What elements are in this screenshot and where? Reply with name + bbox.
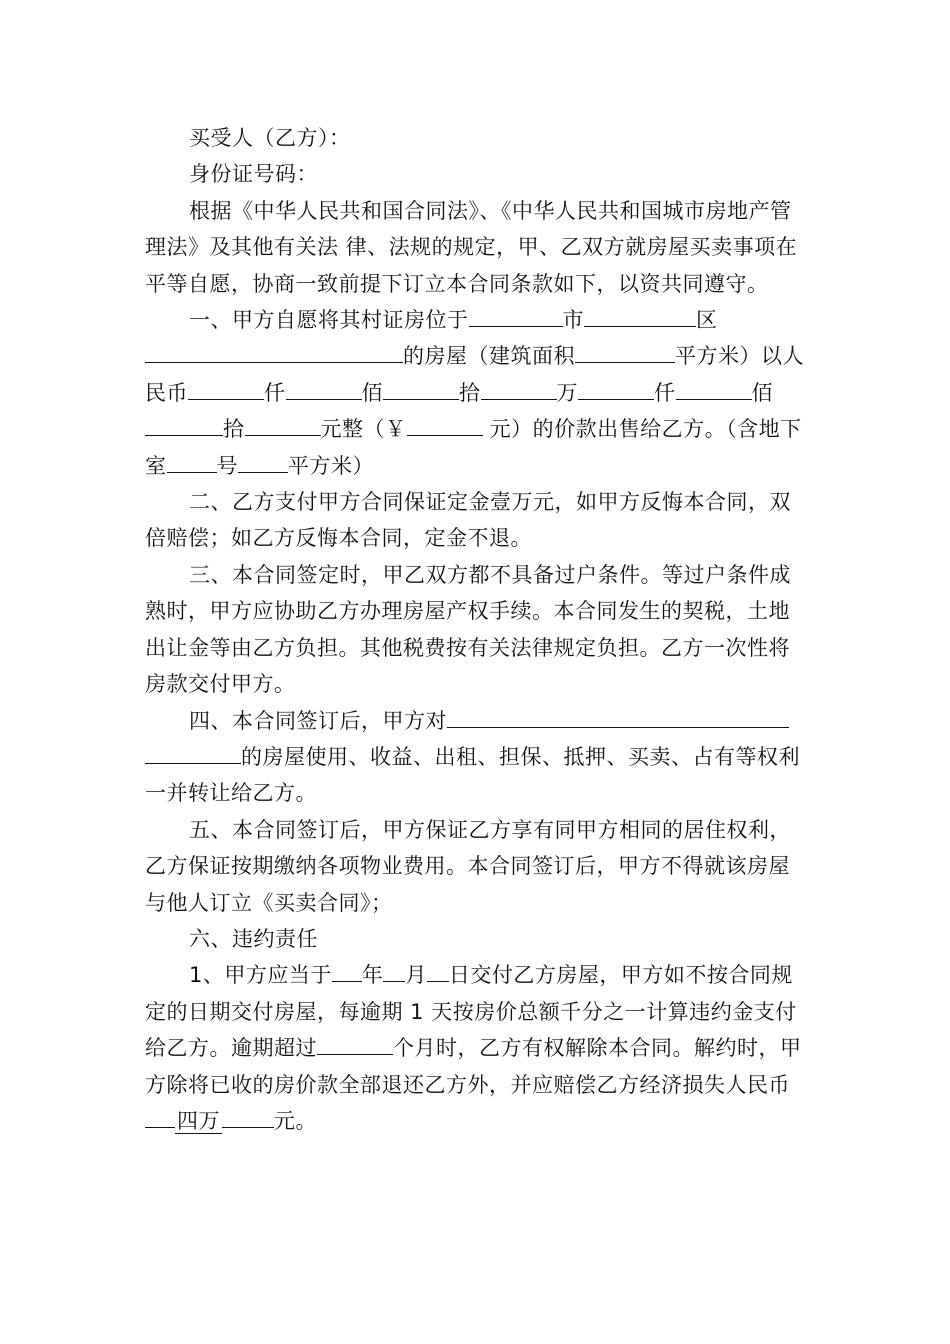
blank-compensation-pre[interactable] <box>145 1105 175 1128</box>
clause-1-house: 的房屋（建筑面积 <box>403 344 575 369</box>
clause-6-title: 六、违约责任 <box>189 926 318 951</box>
clause-1-bai: 佰 <box>361 380 383 405</box>
clause-4 <box>145 703 810 812</box>
blank-month[interactable] <box>383 959 405 982</box>
blank-city[interactable] <box>469 304 563 327</box>
clause-1-bai2: 佰 <box>751 380 773 405</box>
blank-compensation-post[interactable] <box>222 1105 274 1128</box>
clause-1-yuan: 元整（￥ <box>320 417 407 442</box>
blank-price-3[interactable] <box>383 377 459 400</box>
blank-price-8[interactable] <box>245 413 321 436</box>
clause-6-1-month: 月 <box>405 963 427 988</box>
blank-property-cont[interactable] <box>145 741 241 764</box>
clause-1-district: 区 <box>696 308 718 333</box>
blank-months[interactable] <box>317 1032 393 1055</box>
clause-6-1-months: 个月时，乙方有权解除本合同。解约时，甲方除将已收的房价款全部退还乙方外，并应赔偿乙方经济损失人民币 <box>145 1036 802 1097</box>
blank-price-7[interactable] <box>145 413 223 436</box>
clause-6-1-day: 日交付乙方房屋，甲方如不按合同规定的日期交付房屋，每逾期 1 天按房价总额千分之一计算违约金支付给乙方。逾期超过 <box>145 963 797 1061</box>
contract-page <box>145 120 810 1139</box>
clause-1-text-a: 一、甲方自愿将其村证房位于 <box>189 308 469 333</box>
clause-6-1-text-a: 1、甲方应当于 <box>189 963 332 988</box>
blank-price-5[interactable] <box>578 377 654 400</box>
clause-3: 三、本合同签定时，甲乙双方都不具备过户条件。等过户条件成熟时，甲方应协助乙方办理房屋产权手续。本合同发生的契税，土地出让金等由乙方负担。其他税费按有关法律规定负担。乙方一次性将房款交付甲方。 <box>145 562 791 697</box>
blank-year[interactable] <box>332 959 362 982</box>
clause-1-sqm: 平方米）以人民币 <box>145 344 804 405</box>
clause-1-shi: 拾 <box>459 380 481 405</box>
blank-day[interactable] <box>427 959 449 982</box>
blank-price-1[interactable] <box>188 377 264 400</box>
clause-1-yuan2: 元）的价款出售给乙方。（含地下室 <box>145 417 802 478</box>
clause-5: 五、本合同签订后，甲方保证乙方享有同甲方相同的居住权利，乙方保证按期缴纳各项物业费用。本合同签订后，甲方不得就该房屋与他人订立《买卖合同》； <box>145 817 791 915</box>
clause-6-1-end: 元。 <box>274 1108 317 1133</box>
blank-price-number[interactable] <box>407 413 483 436</box>
blank-basement-number[interactable] <box>167 450 217 473</box>
clause-4-text-b: 的房屋使用、收益、出租、担保、抵押、买卖、占有等权利一并转让给乙方。 <box>145 744 800 806</box>
intro-paragraph: 根据《中华人民共和国合同法》、《中华人民共和国城市房地产管理法》及其他有关法 律、法规的规定，甲、乙双方就房屋买卖事项在平等自愿，协商一致前提下订立本合同条款如下，以资共同遵守。 <box>145 198 798 296</box>
blank-property[interactable] <box>447 705 789 728</box>
clause-1 <box>145 302 810 484</box>
clause-4-text-a: 四、本合同签订后，甲方对 <box>189 708 447 733</box>
blank-price-6[interactable] <box>676 377 752 400</box>
clause-1-shi2: 拾 <box>223 417 245 442</box>
id-number-line: 身份证号码： <box>189 162 318 187</box>
blank-basement-area[interactable] <box>238 450 288 473</box>
clause-6-1-year: 年 <box>361 963 384 988</box>
compensation-amount: 四万 <box>177 1108 220 1133</box>
blank-address[interactable] <box>145 340 403 363</box>
clause-1-qian2: 仟 <box>654 380 676 405</box>
blank-area[interactable] <box>575 340 675 363</box>
blank-price-2[interactable] <box>286 377 362 400</box>
clause-1-qian: 仟 <box>264 380 286 405</box>
buyer-line: 买受人（乙方）： <box>189 126 351 150</box>
clause-1-wan: 万 <box>556 380 578 405</box>
blank-district[interactable] <box>584 304 696 327</box>
clause-1-sqm2: 平方米） <box>288 453 374 478</box>
clause-1-hao: 号 <box>216 453 238 478</box>
clause-2: 二、乙方支付甲方合同保证定金壹万元，如甲方反悔本合同，双倍赔偿；如乙方反悔本合同，定金不退。 <box>145 490 791 551</box>
blank-price-4[interactable] <box>481 377 557 400</box>
clause-1-city: 市 <box>562 308 584 333</box>
clause-6-1 <box>145 957 810 1139</box>
